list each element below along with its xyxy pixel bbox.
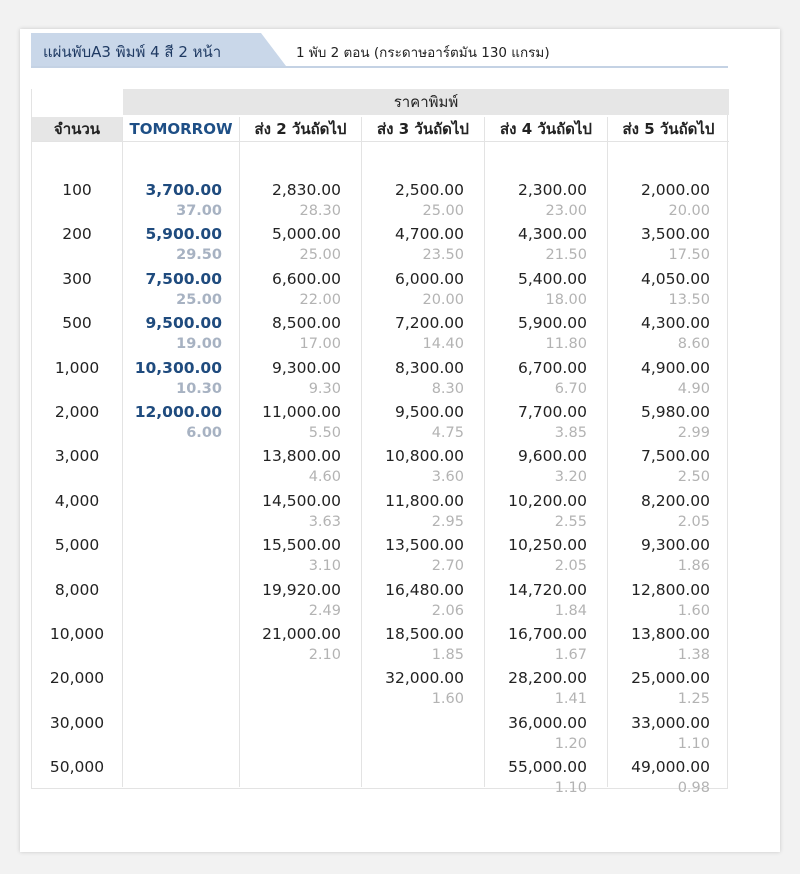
product-subtitle: 1 พับ 2 ตอน (กระดาษอาร์ตมัน 130 แกรม): [296, 45, 550, 61]
price-total: 14,500.00: [262, 491, 341, 510]
price-total: 16,700.00: [508, 625, 587, 643]
price-per-unit: 1.84: [554, 602, 587, 619]
price-per-unit: 29.50: [176, 247, 222, 264]
price-per-unit: 2.70: [431, 558, 464, 575]
quantity-cell: 20,000: [49, 669, 105, 688]
price-per-unit: 25.00: [422, 203, 464, 219]
quantity-cell: 100: [62, 181, 92, 199]
price-total: 21,000.00: [262, 625, 341, 643]
price-per-unit: 17.00: [299, 336, 341, 353]
price-per-unit: 1.38: [677, 647, 710, 663]
quantity-cell: 5,000: [54, 536, 100, 555]
price-per-unit: 10.30: [176, 380, 222, 397]
price-total: 36,000.00: [508, 713, 587, 732]
price-total: 2,500.00: [394, 181, 464, 199]
price-per-unit: 3.10: [308, 558, 341, 575]
quantity-header: จำนวน: [32, 117, 122, 141]
price-total: 11,800.00: [385, 491, 464, 510]
quantity-cell: 500: [62, 314, 92, 333]
price-per-unit: 2.95: [431, 513, 464, 530]
product-title: แผ่นพับA3 พิมพ์ 4 สี 2 หน้า: [43, 43, 222, 61]
price-per-unit: 4.75: [431, 425, 464, 441]
price-per-unit: 14.40: [422, 336, 464, 353]
price-per-unit: 3.63: [308, 513, 341, 530]
price-per-unit: 20.00: [422, 291, 464, 308]
price-total: 19,920.00: [262, 580, 341, 599]
column-divider: [484, 117, 485, 787]
price-per-unit: 22.00: [299, 291, 341, 308]
price-total: 4,050.00: [640, 269, 710, 288]
price-total: 2,300.00: [517, 181, 587, 199]
quantity-cell: 2,000: [54, 403, 100, 421]
price-per-unit: 1.10: [677, 735, 710, 752]
price-total: 7,500.00: [145, 269, 222, 288]
price-total: 10,300.00: [134, 358, 222, 377]
price-total: 10,800.00: [385, 447, 464, 466]
price-per-unit: 3.60: [431, 469, 464, 486]
price-per-unit: 13.50: [668, 291, 710, 308]
column-divider: [239, 117, 240, 787]
price-total: 13,800.00: [262, 447, 341, 466]
quantity-cell: 3,000: [54, 447, 100, 466]
price-per-unit: 1.25: [677, 691, 710, 708]
price-per-unit: 1.85: [431, 647, 464, 663]
price-total: 8,300.00: [394, 358, 464, 377]
price-total: 9,300.00: [271, 358, 341, 377]
quantity-cell: 30,000: [49, 713, 105, 732]
price-total: 10,250.00: [508, 536, 587, 555]
price-total: 9,600.00: [517, 447, 587, 466]
quantity-cell: 200: [62, 225, 92, 244]
price-total: 6,700.00: [517, 358, 587, 377]
price-total: 5,900.00: [517, 314, 587, 333]
price-per-unit: 37.00: [176, 203, 222, 219]
price-total: 3,500.00: [640, 225, 710, 244]
price-total: 12,800.00: [631, 580, 710, 599]
price-total: 6,000.00: [394, 269, 464, 288]
price-per-unit: 2.05: [554, 558, 587, 575]
price-per-unit: 28.30: [299, 203, 341, 219]
price-per-unit: 1.10: [554, 780, 587, 797]
price-total: 16,480.00: [385, 580, 464, 599]
price-header: ราคาพิมพ์: [123, 89, 729, 115]
price-per-unit: 3.85: [554, 425, 587, 441]
price-total: 10,200.00: [508, 491, 587, 510]
price-total: 8,200.00: [640, 491, 710, 510]
price-per-unit: 21.50: [545, 247, 587, 264]
price-per-unit: 8.60: [677, 336, 710, 353]
price-per-unit: 9.30: [308, 380, 341, 397]
quantity-cell: 8,000: [54, 580, 100, 599]
column-divider: [361, 117, 362, 787]
price-per-unit: 1.60: [431, 691, 464, 708]
price-per-unit: 8.30: [431, 380, 464, 397]
price-total: 12,000.00: [134, 403, 222, 421]
price-per-unit: 2.06: [431, 602, 464, 619]
header-divider: [32, 141, 729, 142]
price-per-unit: 25.00: [176, 291, 222, 308]
price-total: 2,830.00: [271, 181, 341, 199]
quantity-cell: 10,000: [49, 625, 105, 643]
price-total: 4,300.00: [517, 225, 587, 244]
quantity-cell: 1,000: [54, 358, 100, 377]
price-total: 6,600.00: [271, 269, 341, 288]
price-total: 13,500.00: [385, 536, 464, 555]
price-total: 4,300.00: [640, 314, 710, 333]
price-per-unit: 5.50: [308, 425, 341, 441]
price-per-unit: 1.60: [677, 602, 710, 619]
price-per-unit: 4.90: [677, 380, 710, 397]
price-per-unit: 23.50: [422, 247, 464, 264]
price-total: 15,500.00: [262, 536, 341, 555]
column-header-2-days: ส่ง 2 วันถัดไป: [254, 120, 347, 138]
price-total: 5,400.00: [517, 269, 587, 288]
price-total: 11,000.00: [262, 403, 341, 421]
price-total: 33,000.00: [631, 713, 710, 732]
price-total: 28,200.00: [508, 669, 587, 688]
price-table: [31, 89, 728, 797]
price-total: 25,000.00: [631, 669, 710, 688]
price-per-unit: 2.50: [677, 469, 710, 486]
quantity-cell: 300: [62, 269, 92, 288]
price-per-unit: 6.70: [554, 380, 587, 397]
price-per-unit: 2.05: [677, 513, 710, 530]
price-total: 5,000.00: [271, 225, 341, 244]
price-per-unit: 18.00: [545, 291, 587, 308]
column-header-4-days: ส่ง 4 วันถัดไป: [500, 120, 592, 138]
price-total: 4,700.00: [394, 225, 464, 244]
price-per-unit: 17.50: [668, 247, 710, 264]
price-per-unit: 1.20: [554, 735, 587, 752]
price-total: 5,980.00: [640, 403, 710, 421]
price-total: 14,720.00: [508, 580, 587, 599]
price-total: 49,000.00: [631, 758, 710, 777]
column-header-tomorrow: TOMORROW: [129, 120, 233, 138]
price-per-unit: 0.98: [677, 780, 710, 797]
price-total: 7,700.00: [517, 403, 587, 421]
price-per-unit: 4.60: [308, 469, 341, 486]
price-per-unit: 2.10: [308, 647, 341, 663]
price-total: 18,500.00: [385, 625, 464, 643]
price-per-unit: 1.67: [554, 647, 587, 663]
price-total: 2,000.00: [640, 181, 710, 199]
quantity-cell: 4,000: [54, 491, 100, 510]
column-header-3-days: ส่ง 3 วันถัดไป: [377, 120, 469, 138]
price-per-unit: 2.55: [554, 513, 587, 530]
column-divider: [607, 117, 608, 787]
price-per-unit: 6.00: [186, 425, 222, 441]
price-per-unit: 25.00: [299, 247, 341, 264]
title-strip: [31, 33, 728, 68]
price-total: 4,900.00: [640, 358, 710, 377]
price-per-unit: 2.49: [308, 602, 341, 619]
price-total: 9,500.00: [394, 403, 464, 421]
price-per-unit: 1.41: [554, 691, 587, 708]
price-total: 9,500.00: [145, 314, 222, 333]
quantity-cell: 50,000: [49, 758, 105, 777]
column-divider: [122, 117, 123, 787]
price-total: 8,500.00: [271, 314, 341, 333]
price-total: 13,800.00: [631, 625, 710, 643]
price-per-unit: 23.00: [545, 203, 587, 219]
price-total: 55,000.00: [508, 758, 587, 777]
price-total: 7,500.00: [640, 447, 710, 466]
price-total: 9,300.00: [640, 536, 710, 555]
price-total: 3,700.00: [145, 181, 222, 199]
price-total: 32,000.00: [385, 669, 464, 688]
price-per-unit: 11.80: [545, 336, 587, 353]
price-per-unit: 2.99: [677, 425, 710, 441]
price-total: 7,200.00: [394, 314, 464, 333]
price-per-unit: 1.86: [677, 558, 710, 575]
column-header-5-days: ส่ง 5 วันถัดไป: [622, 120, 715, 138]
price-per-unit: 20.00: [668, 203, 710, 219]
price-total: 5,900.00: [145, 225, 222, 244]
price-per-unit: 3.20: [554, 469, 587, 486]
price-per-unit: 19.00: [176, 336, 222, 353]
